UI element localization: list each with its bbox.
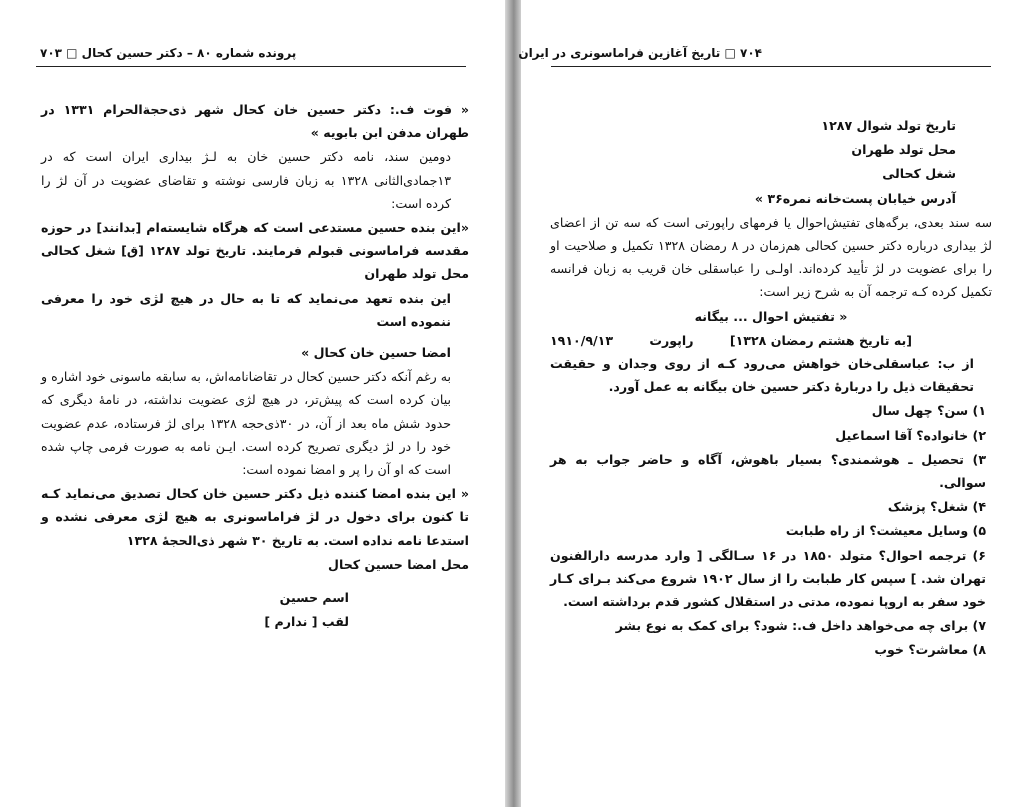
intro-paragraph: سه سند بعدی، برگه‌های تفتیش‌احوال یا فرمهای راپورتی است که سه تن از اعضای لژ بیداری درباره دکتر حسین کحالی هم‌زمان در ۸ رمضان ۱۳۲۸ تکمیل و صلاحیت او را برای عضویت در لژ تأیید کرده‌اند. اولـی را عباسقلی خان قریب به زبان فرانسه تکمیل کرده کـه ترجمه آن به شرح زیر است: xyxy=(550,214,992,300)
question-item: ۶) ترجمه احوال؟ متولد ۱۸۵۰ در ۱۶ سـالگی [ وارد مدرسه دارالفنون تهران شد. ] سپس کار طبابت را از سال ۱۹۰۲ شروع می‌کند بـرای کـار خود سفر به اروپا نموده، مدتی در استقلال کشور قدم برداشته است. xyxy=(550,547,986,610)
certification-quote: « این بنده امضا کننده ذیل دکتر حسین خان کحال تصدیق می‌نماید کـه تا کنون برای دخول در لژ فراماسونری به هیچ لژی معرفی نشده و استدعا نامه نداده است. به تاریخ ۳۰ شهر ذی‌الحجهٔ ۱۳۲۸ xyxy=(41,486,469,548)
name-line: اسم حسین xyxy=(279,590,349,606)
info-occupation: شغل کحالی xyxy=(882,166,956,182)
petition-pledge: این بنده تعهد می‌نماید که تا به حال در هیچ لژی خود را معرفی ننموده است xyxy=(41,290,451,329)
form-title: « تفتیش احوال ... بیگانه xyxy=(694,308,848,324)
info-birth-date: تاریخ تولد شوال ۱۲۸۷ xyxy=(821,118,956,133)
paragraph-membership: به رغم آنکه دکتر حسین کحال در تقاضانامه‌اش، به سابقه ماسونی خود اشاره و بیان کرده است که پیش‌تر، در هیچ لژی عضویت نداشته، در نامهٔ دیگری که حدود شش ماه بعد از آن، در ۳۰ذی‌حجه ۱۳۲۸ برای لژ فرستاده، عدم عضویت خود را در لژ دیگری تصریح کرده است. ایـن نامه به صورت فرمی چاپ شده است که او آن را پر و امضا نموده است: xyxy=(41,369,452,478)
report-date-hijri: [به تاریخ هشتم رمضان ۱۳۲۸] xyxy=(729,332,912,348)
questions-list xyxy=(550,399,992,661)
left-header-rule xyxy=(36,66,466,67)
right-page-body xyxy=(550,114,992,663)
petition-quote: «این بنده حسین مستدعی است که هرگاه شایسته‌ام [بدانند] در حوزه مقدسه فراماسونی قبولم فرمایند. تاریخ تولد ۱۲۸۷ [ق] شغل کحالی محل تولد طهران xyxy=(41,220,469,282)
question-item: ۸) معاشرت؟ خوب xyxy=(874,642,986,658)
book-gutter xyxy=(505,0,521,807)
right-page xyxy=(518,0,1024,807)
info-birth-place: محل تولد طهران xyxy=(851,142,956,158)
left-page-header: پرونده شماره ۸۰ – دکتر حسین کحال □ ۷۰۳ xyxy=(40,46,297,60)
report-row xyxy=(550,329,992,352)
right-page-header: ۷۰۴ □ تاریخ آغازین فراماسونری در ایران xyxy=(518,46,762,60)
question-item: ۴) شغل؟ پزشک xyxy=(887,499,986,515)
report-label: راپورت xyxy=(649,332,694,348)
right-header-rule xyxy=(551,66,991,67)
signature-place: محل امضا حسین کحال xyxy=(328,556,469,572)
report-date-gregorian: ۱۹۱۰/۹/۱۳ xyxy=(550,332,614,348)
left-page-body xyxy=(41,98,469,634)
title-line: لقب [ ندارم ] xyxy=(264,614,349,630)
paragraph-second-document: دومین سند، نامه دکتر حسین خان به لـژ بیداری ایران است که در ۱۳جمادی‌الثانی ۱۳۲۸ به زبان فارسی نوشته و تقاضای عضویت در آن لژ را کرده است: xyxy=(41,149,451,211)
question-item: ۳) تحصیل ـ هوشمندی؟ بسیار باهوش، آگاه و حاضر جواب به هر سوالی. xyxy=(550,451,986,491)
question-item: ۵) وسایل معیشت؟ از راه طبابت xyxy=(785,523,986,539)
petition-signature: امضا حسین خان کحال » xyxy=(301,345,451,361)
question-item: ۱) سن؟ چهل سال xyxy=(871,403,986,419)
death-note: « فوت ف.: دکتر حسین خان کحال شهر ذی‌حجةالحرام ۱۳۳۱ در طهران مدفن ابن بابویه » xyxy=(41,102,469,141)
form-intro: از ب: عباسقلی‌خان خواهش می‌رود کـه از روی وجدان و حقیقت تحقیقات ذیل را دربارهٔ دکتر حسین خان بیگانه به عمل آورد. xyxy=(550,356,974,395)
question-item: ۷) برای چه می‌خواهد داخل ف.: شود؟ برای کمک به نوع بشر xyxy=(615,618,986,634)
info-address: آدرس خیابان پست‌خانه نمره۳۶ » xyxy=(754,190,956,206)
left-page xyxy=(0,0,505,807)
question-item: ۲) خانواده؟ آقا اسماعیل xyxy=(835,427,986,443)
